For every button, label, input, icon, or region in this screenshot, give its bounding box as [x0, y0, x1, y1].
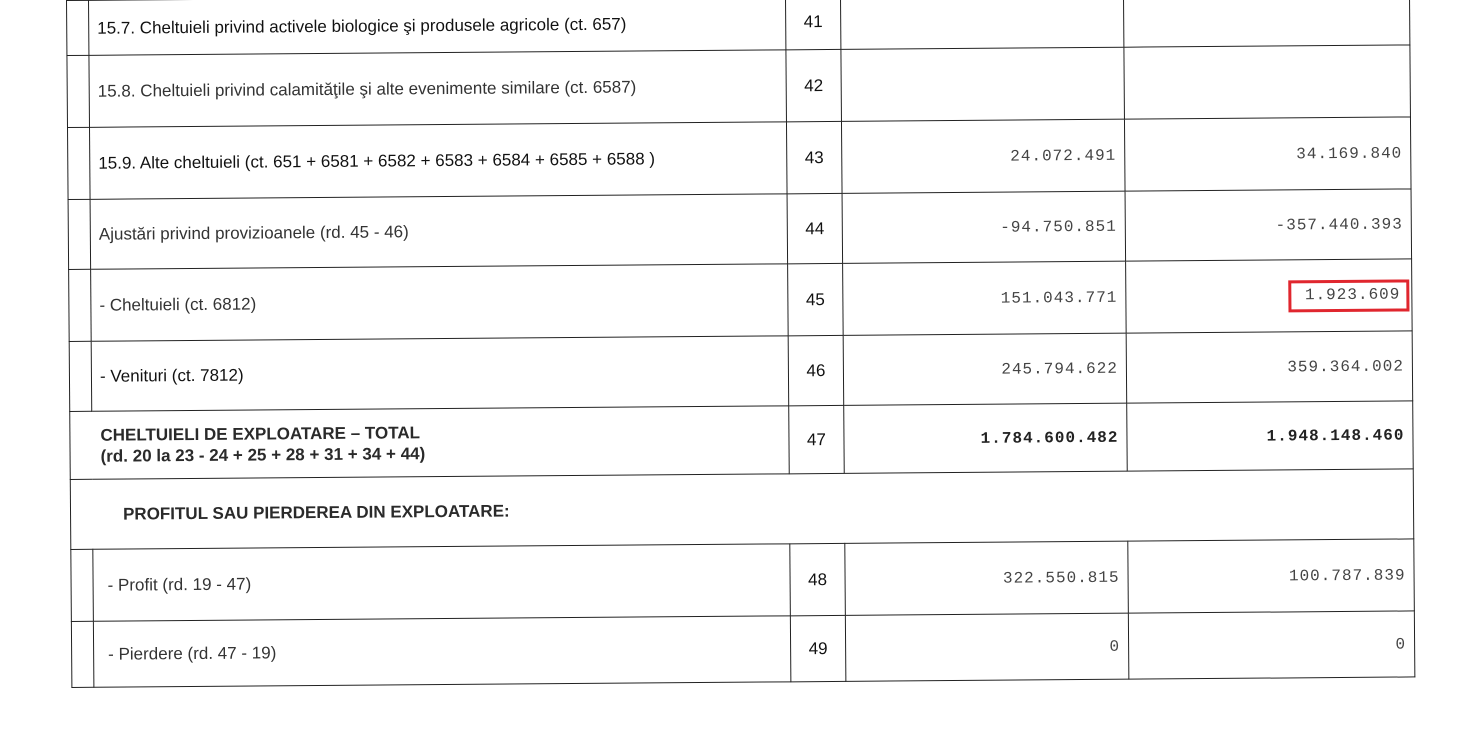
row-number: 46 — [788, 335, 844, 405]
value-current: 151.043.771 — [843, 261, 1127, 335]
value-previous — [1126, 259, 1413, 333]
value-previous: 0 — [1128, 611, 1415, 679]
value-previous: -357.440.393 — [1125, 189, 1412, 261]
value-current: 322.550.815 — [845, 541, 1129, 615]
table-row — [67, 45, 1411, 128]
value-current — [840, 0, 1123, 49]
value-previous: 1.948.148.460 — [1127, 401, 1414, 471]
value-previous — [1124, 45, 1411, 119]
row-number: 48 — [790, 543, 846, 615]
indent-cell — [67, 0, 89, 55]
total-row — [70, 401, 1413, 480]
row-label: 15.7. Cheltuieli privind activele biologice şi produsele agricole (ct. 657) — [89, 0, 786, 55]
value-current: 245.794.622 — [843, 333, 1127, 405]
indent-cell — [69, 341, 92, 411]
indent-cell — [71, 621, 94, 687]
row-label: - Profit (rd. 19 - 47) — [93, 544, 791, 621]
table-row — [71, 539, 1415, 622]
total-title: CHELTUIELI DE EXPLOATARE – TOTAL — [100, 422, 421, 445]
row-label: - Cheltuieli (ct. 6812) — [91, 264, 789, 341]
value-current: 24.072.491 — [841, 119, 1125, 193]
indent-cell — [67, 55, 90, 127]
table-row — [68, 117, 1412, 200]
row-label: 15.8. Cheltuieli privind calamităţile şi alte evenimente similare (ct. 6587) — [89, 50, 787, 127]
indent-cell — [71, 549, 94, 621]
section-title: PROFITUL SAU PIERDEREA DIN EXPLOATARE: — [70, 469, 1414, 550]
row-label: - Venituri (ct. 7812) — [91, 336, 789, 411]
row-number: 43 — [786, 121, 842, 193]
row-label: Ajustări privind provizioanele (rd. 45 - 46) — [90, 194, 788, 269]
value-current: 0 — [845, 613, 1129, 681]
row-label: 15.9. Alte cheltuieli (ct. 651 + 6581 + 6582 + 6583 + 6584 + 6585 + 6588 ) — [90, 122, 788, 199]
table-row — [68, 189, 1412, 270]
row-number: 44 — [787, 193, 843, 263]
value-previous: 359.364.002 — [1126, 331, 1413, 403]
indent-cell — [68, 127, 91, 199]
row-label: - Pierdere (rd. 47 - 19) — [93, 616, 790, 687]
section-row — [70, 469, 1414, 550]
value-current — [841, 47, 1125, 121]
table-row — [69, 259, 1413, 342]
table-row — [71, 611, 1414, 688]
row-number: 45 — [788, 263, 844, 335]
financial-table — [66, 0, 1415, 708]
indent-cell — [69, 269, 92, 341]
row-number: 42 — [786, 49, 842, 121]
total-formula: (rd. 20 la 23 - 24 + 25 + 28 + 31 + 34 + 44) — [100, 443, 426, 466]
value-previous — [1123, 0, 1409, 47]
value-current: -94.750.851 — [842, 191, 1126, 263]
total-label — [70, 406, 790, 480]
row-number: 49 — [790, 615, 846, 681]
indent-cell — [68, 199, 91, 269]
highlighted-value: 1.923.609 — [1288, 279, 1410, 312]
row-number: 47 — [789, 405, 845, 473]
value-current: 1.784.600.482 — [844, 403, 1128, 473]
value-previous: 100.787.839 — [1128, 539, 1415, 613]
row-number: 41 — [785, 0, 840, 50]
table-row — [69, 331, 1413, 412]
value-previous: 34.169.840 — [1124, 117, 1411, 191]
